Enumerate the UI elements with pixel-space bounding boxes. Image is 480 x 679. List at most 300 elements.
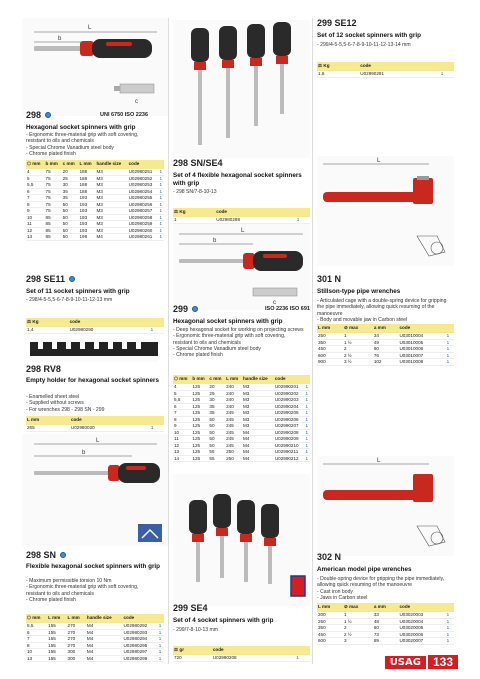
column-header: ⚖ Kg [173, 208, 215, 217]
table-cell: 5,5 [173, 397, 191, 404]
bullet-item: - Ergonomic three-material grip with soft covering, [26, 584, 139, 591]
table-cell: 30 [62, 182, 79, 189]
norms-label: UNI 6750 ISO 2236 [100, 112, 149, 118]
table-cell: 350 [317, 625, 343, 632]
stillson-wrench-illustration [317, 156, 454, 266]
table-cell: 1 [446, 612, 454, 618]
table-cell: U03020006 [398, 631, 445, 638]
table-cell: U02990203 [274, 397, 305, 404]
bullet-list [317, 576, 454, 601]
table-cell: 245 [225, 442, 242, 449]
sizes-list: - 299/7-8-10-13 mm [173, 627, 219, 633]
section-title: Set of 4 socket spinners with grip [173, 617, 274, 624]
table-cell: U02980256 [128, 201, 159, 208]
table-cell: 11 [173, 436, 191, 443]
bullet-item: resistant to oils and chemicals [26, 590, 94, 597]
table-cell: 300 [67, 655, 86, 662]
column-header: ⊘ max [343, 603, 373, 612]
table-cell: 1 [446, 352, 454, 359]
column-header: ⚖ Kg [26, 318, 69, 327]
table-cell: 350 [317, 339, 343, 346]
table-cell: 50 [208, 416, 225, 423]
table-cell: 125 [191, 384, 208, 390]
table-cell: 25 [208, 390, 225, 397]
table-cell: 900 [317, 359, 343, 366]
column-header [158, 160, 164, 169]
column-header: code [215, 208, 295, 217]
flexible-set-illustration [173, 20, 310, 158]
table-cell: U02980297 [122, 649, 157, 656]
column-header: c mm [208, 375, 225, 384]
bullet-item: allowing quick resuming of the manoeuvre [317, 582, 413, 589]
code-298snse4: 298 SN/SE4 [173, 158, 223, 168]
table-cell: 8 [26, 201, 45, 208]
sizes-list: - 298/4-5-5,5-6-7-8-9-10-11-12-13 mm [26, 297, 113, 303]
table-cell: 55 [208, 455, 225, 462]
table-cell: 10 [26, 649, 47, 656]
table-cell: 155 [47, 649, 66, 656]
table-cell: 1 [295, 655, 310, 661]
table-cell: 1 [159, 182, 163, 187]
svg-text:b: b [82, 450, 86, 456]
column-header [305, 375, 310, 384]
table-cell: 125 [191, 455, 208, 462]
table-cell: 1 [159, 214, 163, 220]
table-cell: 1 [158, 655, 164, 662]
table-row [173, 455, 310, 462]
table-cell: 25 [62, 175, 79, 182]
table-cell: 155 [47, 623, 66, 629]
product-code: 298 [26, 110, 42, 120]
bullet-list [173, 327, 308, 358]
table-cell: 75 [45, 175, 62, 182]
table-cell: 250 [317, 618, 343, 625]
column-header: ⬡ mm [173, 375, 191, 384]
table-cell: 3 [343, 638, 373, 645]
table-cell: 6 [173, 403, 191, 410]
table-cell: 155 [47, 642, 66, 649]
table-cell: 50 [62, 201, 79, 208]
table-cell: M4 [86, 655, 123, 662]
bullet-item: - For wrenches 298 - 298 SN - 299 [26, 406, 105, 413]
table-cell: M3 [95, 182, 127, 189]
code-298se11: 298 SE11 [26, 274, 75, 284]
table-cell: U02980253 [128, 182, 159, 189]
table-cell: M4 [86, 623, 123, 629]
section-title: American model pipe wrenches [317, 566, 412, 573]
table-cell: 1 [305, 436, 309, 441]
bullet-item: - Jaws in Carbon steel [317, 594, 368, 601]
section-title: Flexible hexagonal socket spinners with grip [26, 563, 161, 570]
table-cell: 14 [173, 455, 191, 462]
table-cell: M4 [242, 436, 274, 443]
table-cell: 125 [191, 410, 208, 417]
dim-L-label: L [88, 25, 92, 31]
column-header: code [128, 160, 159, 169]
table-cell: 7 [26, 195, 45, 202]
table-cell: 35 [208, 403, 225, 410]
table-cell: U02980257 [128, 208, 159, 215]
table-cell: U02990206 [274, 416, 305, 423]
bullet-item: - Chrome plated finish [26, 150, 76, 157]
spec-table-301n [317, 324, 454, 366]
bullet-item: the pipe immediately, allowing quick resuming of the [317, 304, 435, 311]
table-cell: 20 [62, 169, 79, 175]
table-cell: 73 [373, 631, 399, 638]
table-cell: 75 [45, 188, 62, 195]
column-header [150, 416, 164, 425]
table-cell: 1 [305, 403, 309, 409]
svg-text:L: L [377, 158, 381, 164]
table-cell: U02980299 [122, 655, 157, 662]
bullet-item: - Ergonomic three-material grip with soft covering, [26, 132, 139, 138]
table-cell: 75 [45, 208, 62, 215]
table-cell: M4 [86, 636, 123, 643]
bullet-item: - Special Chrome Vanadium steel body [26, 144, 114, 151]
column-header [295, 646, 310, 655]
spec-table-302n [317, 603, 454, 645]
table-header [317, 324, 454, 333]
table-cell: 1 [159, 221, 163, 226]
column-header: ⬡ mm [26, 614, 47, 623]
table-cell: 1 [158, 636, 164, 643]
column-header: handle size [95, 160, 127, 169]
column-header: L mm [317, 603, 343, 612]
spec-table-298sn [26, 614, 164, 662]
table-cell: M4 [86, 649, 123, 656]
table-header [317, 603, 454, 612]
table-cell: 1,4 [26, 327, 69, 333]
table-cell: 13 [26, 655, 47, 662]
table-cell: 1 [305, 455, 309, 461]
table-cell: U02990202 [274, 390, 305, 397]
table-cell: 270 [67, 623, 86, 629]
table-cell: 2 [343, 625, 373, 632]
table-cell: 1 [173, 217, 215, 223]
column-2 [168, 18, 313, 664]
table-row [173, 217, 310, 223]
table-cell: 1 [305, 390, 309, 396]
table-cell: 50 [62, 214, 79, 221]
table-cell: 1 [446, 333, 454, 339]
table-cell: 1 [305, 442, 309, 448]
table-row [26, 655, 164, 662]
table-cell: 1 [158, 623, 164, 629]
column-header: handle size [86, 614, 123, 623]
table-cell: 155 [47, 629, 66, 636]
table-cell: M3 [95, 169, 127, 175]
table-cell: 1 [446, 359, 454, 366]
svg-text:b: b [213, 238, 217, 244]
table-cell: M4 [86, 629, 123, 636]
table-cell: 188 [78, 182, 95, 189]
norms-label: ISO 2236 ISO 691 [265, 306, 310, 312]
circle-bullet-icon [45, 112, 51, 118]
table-cell: 9 [173, 423, 191, 430]
table-cell: 5 [173, 390, 191, 397]
table-cell: 33 [373, 612, 399, 618]
table-cell: U02980255 [128, 195, 159, 202]
column-header: b mm [191, 375, 208, 384]
table-cell: U02980292 [122, 623, 157, 629]
column-header: a mm [373, 603, 399, 612]
table-cell: 270 [67, 629, 86, 636]
table-cell: M3 [95, 175, 127, 182]
bullet-item: - Chrome plated finish [26, 596, 76, 603]
table-cell: 600 [317, 638, 343, 645]
bullet-list [26, 578, 164, 603]
table-cell: 1 [159, 188, 163, 194]
table-header [26, 416, 164, 425]
table-cell: 75 [45, 195, 62, 202]
table-cell: 1 [446, 625, 454, 632]
table-cell: U02990204 [274, 403, 305, 410]
table-cell: 8 [26, 642, 47, 649]
table-cell: M3 [95, 201, 127, 208]
table-cell: 50 [62, 208, 79, 215]
column-header: L mm [317, 324, 343, 333]
column-header: handle size [242, 375, 274, 384]
table-header [26, 614, 164, 623]
table-cell: 50 [62, 234, 79, 241]
table-cell: U03010008 [398, 359, 445, 366]
column-header: code [69, 318, 150, 327]
table-cell: U02980293 [122, 629, 157, 636]
table-row [173, 655, 310, 661]
spinner-299-illustration [173, 224, 310, 310]
code-298rv8: 298 RV8 [26, 364, 61, 374]
spec-table-299se4 [173, 646, 310, 662]
table-cell: 245 [225, 429, 242, 436]
table-cell: 3 ½ [343, 359, 373, 366]
table-cell: 2 ½ [343, 631, 373, 638]
table-cell: 50 [208, 442, 225, 449]
table-cell: U02990281 [359, 71, 439, 77]
holder-illustration [30, 338, 158, 362]
table-header [173, 208, 310, 217]
column-header [440, 62, 454, 71]
column-header: code [122, 614, 157, 623]
table-cell: 1 [305, 416, 309, 422]
table-cell: 193 [78, 214, 95, 221]
table-cell: U02980258 [128, 214, 159, 221]
table-cell: 250 [317, 333, 343, 339]
section-title: Set of 11 socket spinners with grip [26, 288, 130, 295]
table-cell: 76 [373, 352, 399, 359]
section-title: Set of 12 socket spinners with grip [317, 32, 421, 39]
table-cell: 1 [446, 618, 454, 625]
table-cell: 1 [159, 201, 163, 207]
table-cell: 60 [373, 625, 399, 632]
table-cell: 1 [159, 234, 163, 239]
table-cell: 245 [225, 436, 242, 443]
column-header: c mm [62, 160, 79, 169]
table-row [26, 327, 164, 333]
page-footer [385, 655, 458, 669]
section-title: Hexagonal socket spinners with grip [173, 318, 283, 325]
table-cell: 2 ½ [343, 352, 373, 359]
column-header: ⊘ max [343, 324, 373, 333]
column-header [446, 324, 454, 333]
table-header [26, 160, 164, 169]
table-cell: U03020003 [398, 612, 445, 618]
table-cell: 240 [225, 403, 242, 410]
section-title: Hexagonal socket spinners with grip [26, 124, 136, 131]
section-title: Stillson-type pipe wrenches [317, 288, 401, 295]
table-cell: 50 [208, 436, 225, 443]
code-299: 299 ISO 2236 ISO 691 [173, 304, 310, 314]
table-cell: M4 [95, 234, 127, 241]
table-cell: 1 [446, 638, 454, 645]
table-cell: 265 [26, 425, 70, 431]
table-cell: 6 [26, 629, 47, 636]
table-cell: 1 [296, 217, 310, 223]
table-cell: U03020004 [398, 618, 445, 625]
table-cell: 200 [317, 612, 343, 618]
table-cell: M3 [95, 188, 127, 195]
table-cell: 600 [317, 352, 343, 359]
circle-bullet-icon [69, 276, 75, 282]
table-cell: 125 [191, 436, 208, 443]
column-header: code [398, 324, 445, 333]
column-header: b mm [45, 160, 62, 169]
svg-text:L: L [96, 438, 100, 444]
bullet-item: - Articulated cage with a double-spring device for gripping [317, 298, 447, 304]
column-header: L mm [225, 375, 242, 384]
table-cell: 270 [67, 636, 86, 643]
table-cell: 1 [305, 384, 309, 389]
spec-table-298snse4 [173, 208, 310, 224]
table-cell: 13 [26, 234, 45, 241]
table-cell: 12 [26, 227, 45, 234]
bullet-item: manoeuvre [317, 310, 343, 317]
page-number: 133 [428, 655, 458, 669]
bullet-list [317, 298, 454, 323]
table-cell: 5 [26, 175, 45, 182]
flexible-spinner-illustration [22, 434, 168, 546]
table-cell: 188 [78, 175, 95, 182]
table-cell: 193 [78, 227, 95, 234]
table-row [26, 234, 164, 241]
table-cell: M4 [242, 429, 274, 436]
table-cell: 450 [317, 631, 343, 638]
table-cell: 125 [191, 449, 208, 456]
table-cell: 1 [305, 410, 309, 415]
table-cell: 85 [45, 227, 62, 234]
table-cell: 125 [191, 397, 208, 404]
column-header: a mm [373, 324, 399, 333]
column-header: ⚖ Kg [317, 62, 359, 71]
table-cell: 250 [225, 455, 242, 462]
table-cell: 35 [62, 195, 79, 202]
set-299se4-illustration [173, 474, 310, 606]
table-cell: 85 [45, 234, 62, 241]
column-header: ⬡ mm [26, 160, 45, 169]
table-cell: U02990201 [274, 384, 305, 390]
table-cell: 1 [343, 612, 373, 618]
table-cell: 50 [208, 423, 225, 430]
table-cell: 1 [158, 642, 164, 649]
table-cell: 5,5 [26, 623, 47, 629]
table-cell: 245 [225, 416, 242, 423]
column-header: L mm [47, 614, 66, 623]
table-row [317, 71, 454, 77]
table-cell: 1 [159, 175, 163, 181]
table-cell: 193 [78, 208, 95, 215]
svg-text:c: c [135, 99, 138, 105]
table-cell: 1 [446, 631, 454, 638]
table-cell: M3 [242, 416, 274, 423]
svg-text:L: L [377, 458, 381, 464]
column-header: L mm [78, 160, 95, 169]
table-cell: U02980288 [215, 217, 295, 223]
svg-text:b: b [58, 36, 62, 42]
column-header: code [212, 646, 295, 655]
table-header [173, 646, 310, 655]
table-cell: U02980260 [128, 227, 159, 234]
table-cell: 1 [150, 425, 164, 431]
table-cell: 1 [159, 227, 163, 233]
table-cell: U02990205 [274, 410, 305, 417]
bullet-item: resistant to oils and chemicals [173, 339, 241, 346]
table-cell: M3 [95, 195, 127, 202]
table-cell: M3 [95, 221, 127, 228]
table-cell: U03020007 [398, 638, 445, 645]
table-cell: 89 [373, 638, 399, 645]
table-cell: 198 [78, 234, 95, 241]
table-cell: 1 [159, 208, 163, 213]
table-cell: U02980290 [69, 327, 150, 333]
table-cell: 125 [191, 423, 208, 430]
code-301n: 301 N [317, 274, 342, 284]
column-header: code [274, 375, 305, 384]
column-header: L mm [67, 614, 86, 623]
table-cell: 1 [159, 169, 163, 174]
table-cell: M4 [242, 442, 274, 449]
table-cell: 13 [173, 449, 191, 456]
spec-table-298rv8 [26, 416, 164, 432]
table-cell: 49 [373, 339, 399, 346]
column-header [446, 603, 454, 612]
table-cell: 1 [305, 429, 309, 435]
sizes-list: - 298 SN/7-8-10-13 [173, 189, 217, 195]
table-cell: U02980251 [128, 169, 159, 175]
table-cell: 1 [159, 195, 163, 200]
table-cell: U02990211 [274, 449, 305, 456]
table-cell: 85 [45, 221, 62, 228]
table-cell: 11 [26, 221, 45, 228]
column-header [296, 208, 310, 217]
bullet-list [26, 394, 164, 413]
table-cell: U02990207 [274, 423, 305, 430]
table-cell: 9 [26, 208, 45, 215]
table-cell: U02990212 [274, 455, 305, 462]
table-row [26, 425, 164, 431]
table-cell: 250 [225, 449, 242, 456]
table-header [317, 62, 454, 71]
table-cell: 75 [45, 201, 62, 208]
table-cell: 1 [305, 449, 309, 454]
bullet-item: - Cast iron body [317, 588, 353, 595]
table-cell: U03010006 [398, 346, 445, 353]
table-cell: 50 [62, 227, 79, 234]
table-cell: M4 [242, 449, 274, 456]
table-cell: 193 [78, 195, 95, 202]
table-cell: 102 [373, 359, 399, 366]
table-cell: 1 ½ [343, 618, 373, 625]
table-cell: 300 [67, 649, 86, 656]
table-cell: 5,5 [26, 182, 45, 189]
